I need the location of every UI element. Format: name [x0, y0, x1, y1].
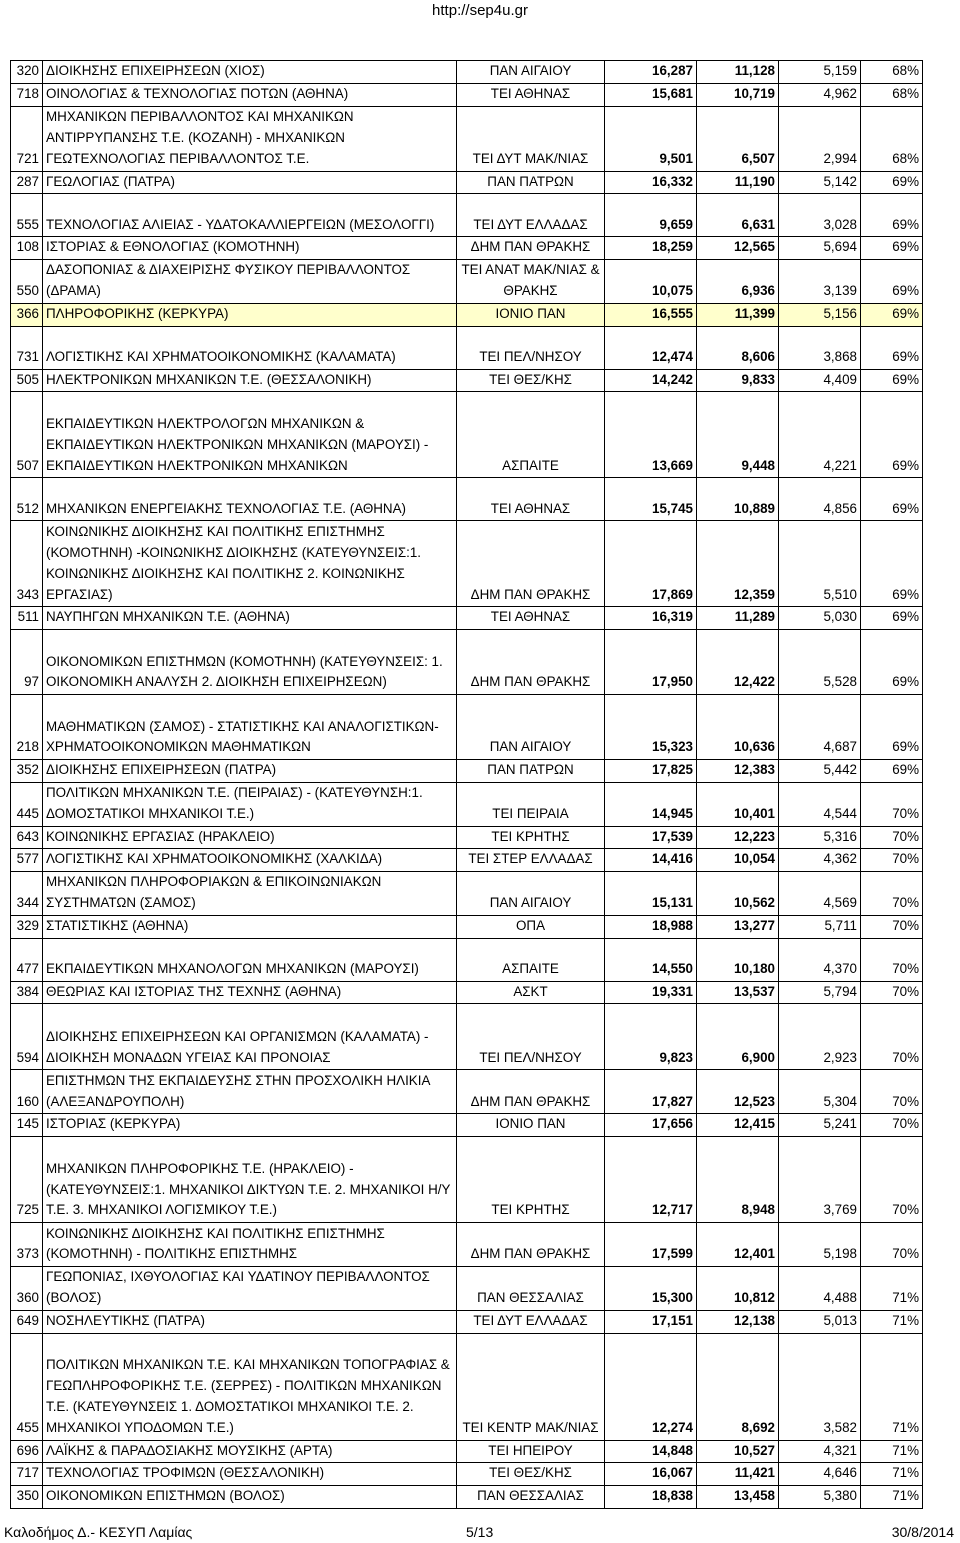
percent-cell: 71% — [861, 1310, 923, 1333]
table-row — [11, 1114, 923, 1137]
difference-cell: 3,868 — [779, 326, 861, 369]
table-row — [11, 303, 923, 326]
institution-cell: ΤΕΙ ΣΤΕΡ ΕΛΛΑΔΑΣ — [457, 849, 605, 872]
difference-cell: 4,409 — [779, 369, 861, 392]
dept-name-cell: ΣΤΑΤΙΣΤΙΚΗΣ (ΑΘΗΝΑ) — [43, 915, 457, 938]
percent-cell: 71% — [861, 1333, 923, 1440]
table-row — [11, 695, 923, 760]
table-row — [11, 630, 923, 695]
dept-name-cell: ΠΛΗΡΟΦΟΡΙΚΗΣ (ΚΕΡΚΥΡΑ) — [43, 303, 457, 326]
dept-code-cell: 445 — [11, 782, 43, 826]
dept-name-cell: ΔΙΟΙΚΗΣΗΣ ΕΠΙΧΕΙΡΗΣΕΩΝ ΚΑΙ ΟΡΓΑΝΙΣΜΩΝ (ΚΑΛΑΜΑΤΑ) - ΔΙΟΙΚΗΣΗ ΜΟΝΑΔΩΝ ΥΓΕΙΑΣ ΚΑΙ ΠΡΟΝΟΙΑΣ — [43, 1004, 457, 1070]
institution-cell: ΤΕΙ ΑΘΗΝΑΣ — [457, 478, 605, 521]
dept-name-cell: ΝΑΥΠΗΓΩΝ ΜΗΧΑΝΙΚΩΝ Τ.Ε. (ΑΘΗΝΑ) — [43, 607, 457, 630]
dept-code-cell: 343 — [11, 521, 43, 607]
base-cell: 6,900 — [697, 1004, 779, 1070]
institution-cell: ΟΠΑ — [457, 915, 605, 938]
institution-cell: ΙΟΝΙΟ ΠΑΝ — [457, 303, 605, 326]
table-row — [11, 260, 923, 304]
score-cell: 16,067 — [605, 1463, 697, 1486]
table-row — [11, 782, 923, 826]
dept-name-cell: ΗΛΕΚΤΡΟΝΙΚΩΝ ΜΗΧΑΝΙΚΩΝ Τ.Ε. (ΘΕΣΣΑΛΟΝΙΚΗ) — [43, 369, 457, 392]
percent-cell: 69% — [861, 326, 923, 369]
table-row — [11, 915, 923, 938]
percent-cell: 69% — [861, 478, 923, 521]
ranking-table — [10, 60, 923, 1509]
base-cell: 11,421 — [697, 1463, 779, 1486]
dept-name-cell: ΕΠΙΣΤΗΜΩΝ ΤΗΣ ΕΚΠΑΙΔΕΥΣΗΣ ΣΤΗΝ ΠΡΟΣΧΟΛΙΚΗ ΗΛΙΚΙΑ (ΑΛΕΞΑΝΔΡΟΥΠΟΛΗ) — [43, 1070, 457, 1114]
institution-cell: ΠΑΝ ΘΕΣΣΑΛΙΑΣ — [457, 1267, 605, 1311]
percent-cell: 69% — [861, 237, 923, 260]
score-cell: 17,656 — [605, 1114, 697, 1137]
base-cell: 6,507 — [697, 106, 779, 171]
score-cell: 13,669 — [605, 392, 697, 478]
institution-cell: ΙΟΝΙΟ ΠΑΝ — [457, 1114, 605, 1137]
score-cell: 14,550 — [605, 938, 697, 981]
dept-code-cell: 455 — [11, 1333, 43, 1440]
dept-name-cell: ΘΕΩΡΙΑΣ ΚΑΙ ΙΣΤΟΡΙΑΣ ΤΗΣ ΤΕΧΝΗΣ (ΑΘΗΝΑ) — [43, 981, 457, 1004]
score-cell: 15,681 — [605, 83, 697, 106]
institution-cell: ΤΕΙ ΘΕΣ/ΚΗΣ — [457, 369, 605, 392]
dept-name-cell: ΜΗΧΑΝΙΚΩΝ ΠΕΡΙΒΑΛΛΟΝΤΟΣ ΚΑΙ ΜΗΧΑΝΙΚΩΝ ΑΝΤΙΡΡΥΠΑΝΣΗΣ Τ.Ε. (ΚΟΖΑΝΗ) - ΜΗΧΑΝΙΚΩΝ ΓΕΩΤΕΧΝΟΛΟΓΙΑΣ ΠΕΡΙΒΑΛΛΟΝΤΟΣ Τ.Ε. — [43, 106, 457, 171]
difference-cell: 5,241 — [779, 1114, 861, 1137]
dept-code-cell: 594 — [11, 1004, 43, 1070]
difference-cell: 5,380 — [779, 1486, 861, 1509]
dept-code-cell: 725 — [11, 1137, 43, 1223]
score-cell: 9,659 — [605, 194, 697, 237]
percent-cell: 70% — [861, 1223, 923, 1267]
difference-cell: 2,994 — [779, 106, 861, 171]
institution-cell: ΤΕΙ ΚΕΝΤΡ ΜΑΚ/ΝΙΑΣ — [457, 1333, 605, 1440]
dept-name-cell: ΓΕΩΛΟΓΙΑΣ (ΠΑΤΡΑ) — [43, 171, 457, 194]
dept-code-cell: 108 — [11, 237, 43, 260]
difference-cell: 5,304 — [779, 1070, 861, 1114]
base-cell: 9,833 — [697, 369, 779, 392]
dept-code-cell: 350 — [11, 1486, 43, 1509]
institution-cell: ΔΗΜ ΠΑΝ ΘΡΑΚΗΣ — [457, 237, 605, 260]
percent-cell: 70% — [861, 1004, 923, 1070]
table-row — [11, 1137, 923, 1223]
table-row — [11, 392, 923, 478]
difference-cell: 5,316 — [779, 826, 861, 849]
score-cell: 19,331 — [605, 981, 697, 1004]
percent-cell: 71% — [861, 1463, 923, 1486]
score-cell: 14,848 — [605, 1440, 697, 1463]
score-cell: 17,825 — [605, 760, 697, 783]
dept-code-cell: 360 — [11, 1267, 43, 1311]
table-row — [11, 849, 923, 872]
percent-cell: 70% — [861, 826, 923, 849]
institution-cell: ΤΕΙ ΑΘΗΝΑΣ — [457, 83, 605, 106]
difference-cell: 4,321 — [779, 1440, 861, 1463]
base-cell: 12,422 — [697, 630, 779, 695]
table-row — [11, 83, 923, 106]
dept-code-cell: 477 — [11, 938, 43, 981]
dept-name-cell: ΜΑΘΗΜΑΤΙΚΩΝ (ΣΑΜΟΣ) - ΣΤΑΤΙΣΤΙΚΗΣ ΚΑΙ ΑΝΑΛΟΓΙΣΤΙΚΩΝ-ΧΡΗΜΑΤΟΟΙΚΟΝΟΜΙΚΩΝ ΜΑΘΗΜΑΤΙΚΩΝ — [43, 695, 457, 760]
percent-cell: 69% — [861, 521, 923, 607]
dept-code-cell: 160 — [11, 1070, 43, 1114]
dept-name-cell: ΛΑΪΚΗΣ & ΠΑΡΑΔΟΣΙΑΚΗΣ ΜΟΥΣΙΚΗΣ (ΑΡΤΑ) — [43, 1440, 457, 1463]
base-cell: 12,523 — [697, 1070, 779, 1114]
difference-cell: 3,139 — [779, 260, 861, 304]
dept-code-cell: 512 — [11, 478, 43, 521]
percent-cell: 70% — [861, 1114, 923, 1137]
dept-code-cell: 344 — [11, 872, 43, 916]
dept-name-cell: ΙΣΤΟΡΙΑΣ (ΚΕΡΚΥΡΑ) — [43, 1114, 457, 1137]
difference-cell: 5,030 — [779, 607, 861, 630]
difference-cell: 2,923 — [779, 1004, 861, 1070]
dept-code-cell: 507 — [11, 392, 43, 478]
institution-cell: ΑΣΠΑΙΤΕ — [457, 938, 605, 981]
table-row — [11, 872, 923, 916]
percent-cell: 68% — [861, 83, 923, 106]
difference-cell: 4,687 — [779, 695, 861, 760]
difference-cell: 4,488 — [779, 1267, 861, 1311]
dept-code-cell: 97 — [11, 630, 43, 695]
table-row — [11, 237, 923, 260]
score-cell: 16,555 — [605, 303, 697, 326]
base-cell: 6,936 — [697, 260, 779, 304]
institution-cell: ΤΕΙ ΠΕΛ/ΝΗΣΟΥ — [457, 1004, 605, 1070]
percent-cell: 68% — [861, 106, 923, 171]
table-row — [11, 1486, 923, 1509]
base-cell: 10,889 — [697, 478, 779, 521]
difference-cell: 5,794 — [779, 981, 861, 1004]
institution-cell: ΤΕΙ ΠΕΙΡΑΙΑ — [457, 782, 605, 826]
base-cell: 13,277 — [697, 915, 779, 938]
footer-page-number: 5/13 — [466, 1524, 494, 1540]
dept-name-cell: ΟΙΚΟΝΟΜΙΚΩΝ ΕΠΙΣΤΗΜΩΝ (ΚΟΜΟΤΗΝΗ) (ΚΑΤΕΥΘΥΝΣΕΙΣ: 1. ΟΙΚΟΝΟΜΙΚΗ ΑΝΑΛΥΣΗ 2. ΔΙΟΙΚΗΣΗ ΕΠΙΧΕΙΡΗΣΕΩΝ) — [43, 630, 457, 695]
percent-cell: 70% — [861, 849, 923, 872]
table-row — [11, 1070, 923, 1114]
base-cell: 10,562 — [697, 872, 779, 916]
score-cell: 9,501 — [605, 106, 697, 171]
percent-cell: 70% — [861, 915, 923, 938]
score-cell: 14,242 — [605, 369, 697, 392]
score-cell: 16,332 — [605, 171, 697, 194]
score-cell: 14,945 — [605, 782, 697, 826]
institution-cell: ΠΑΝ ΑΙΓΑΙΟΥ — [457, 61, 605, 84]
footer-author: Καλοδήμος Δ.- ΚΕΣΥΠ Λαμίας — [4, 1524, 193, 1540]
base-cell: 6,631 — [697, 194, 779, 237]
percent-cell: 70% — [861, 782, 923, 826]
score-cell: 10,075 — [605, 260, 697, 304]
base-cell: 11,399 — [697, 303, 779, 326]
institution-cell: ΔΗΜ ΠΑΝ ΘΡΑΚΗΣ — [457, 630, 605, 695]
score-cell: 17,950 — [605, 630, 697, 695]
difference-cell: 3,769 — [779, 1137, 861, 1223]
difference-cell: 4,962 — [779, 83, 861, 106]
dept-code-cell: 643 — [11, 826, 43, 849]
institution-cell: ΤΕΙ ΘΕΣ/ΚΗΣ — [457, 1463, 605, 1486]
difference-cell: 5,510 — [779, 521, 861, 607]
percent-cell: 70% — [861, 1070, 923, 1114]
table-row — [11, 1440, 923, 1463]
dept-name-cell: ΚΟΙΝΩΝΙΚΗΣ ΔΙΟΙΚΗΣΗΣ ΚΑΙ ΠΟΛΙΤΙΚΗΣ ΕΠΙΣΤΗΜΗΣ (ΚΟΜΟΤΗΝΗ) -ΚΟΙΝΩΝΙΚΗΣ ΔΙΟΙΚΗΣΗΣ (ΚΑΤΕΥΘΥΝΣΕΙΣ:1. ΚΟΙΝΩΝΙΚΗΣ ΔΙΟΙΚΗΣΗΣ ΚΑΙ ΠΟΛΙΤΙΚΗΣ 2. ΚΟΙΝΩΝΙΚΗΣ ΕΡΓΑΣΙΑΣ) — [43, 521, 457, 607]
institution-cell: ΑΣΠΑΙΤΕ — [457, 392, 605, 478]
percent-cell: 69% — [861, 369, 923, 392]
dept-code-cell: 717 — [11, 1463, 43, 1486]
dept-code-cell: 352 — [11, 760, 43, 783]
dept-name-cell: ΜΗΧΑΝΙΚΩΝ ΠΛΗΡΟΦΟΡΙΑΚΩΝ & ΕΠΙΚΟΙΝΩΝΙΑΚΩΝ ΣΥΣΤΗΜΑΤΩΝ (ΣΑΜΟΣ) — [43, 872, 457, 916]
dept-name-cell: ΔΑΣΟΠΟΝΙΑΣ & ΔΙΑΧΕΙΡΙΣΗΣ ΦΥΣΙΚΟΥ ΠΕΡΙΒΑΛΛΟΝΤΟΣ (ΔΡΑΜΑ) — [43, 260, 457, 304]
base-cell: 8,948 — [697, 1137, 779, 1223]
institution-cell: ΤΕΙ ΔΥΤ ΜΑΚ/ΝΙΑΣ — [457, 106, 605, 171]
percent-cell: 69% — [861, 607, 923, 630]
dept-code-cell: 145 — [11, 1114, 43, 1137]
dept-code-cell: 373 — [11, 1223, 43, 1267]
base-cell: 10,719 — [697, 83, 779, 106]
table-row — [11, 826, 923, 849]
percent-cell: 69% — [861, 171, 923, 194]
dept-name-cell: ΓΕΩΠΟΝΙΑΣ, ΙΧΘΥΟΛΟΓΙΑΣ ΚΑΙ ΥΔΑΤΙΝΟΥ ΠΕΡΙΒΑΛΛΟΝΤΟΣ (ΒΟΛΟΣ) — [43, 1267, 457, 1311]
base-cell: 10,180 — [697, 938, 779, 981]
table-row — [11, 106, 923, 171]
difference-cell: 5,142 — [779, 171, 861, 194]
table-row — [11, 521, 923, 607]
difference-cell: 5,198 — [779, 1223, 861, 1267]
dept-code-cell: 555 — [11, 194, 43, 237]
table-row — [11, 938, 923, 981]
table-row — [11, 760, 923, 783]
base-cell: 10,054 — [697, 849, 779, 872]
difference-cell: 5,159 — [779, 61, 861, 84]
base-cell: 12,223 — [697, 826, 779, 849]
institution-cell: ΔΗΜ ΠΑΝ ΘΡΑΚΗΣ — [457, 1223, 605, 1267]
score-cell: 18,838 — [605, 1486, 697, 1509]
base-cell: 10,401 — [697, 782, 779, 826]
dept-name-cell: ΠΟΛΙΤΙΚΩΝ ΜΗΧΑΝΙΚΩΝ Τ.Ε. ΚΑΙ ΜΗΧΑΝΙΚΩΝ ΤΟΠΟΓΡΑΦΙΑΣ & ΓΕΩΠΛΗΡΟΦΟΡΙΚΗΣ Τ.Ε. (ΣΕΡΡΕΣ) - ΠΟΛΙΤΙΚΩΝ ΜΗΧΑΝΙΚΩΝ Τ.Ε. (ΚΑΤΕΥΘΥΝΣΕΙΣ 1. ΔΟΜΟΣΤΑΤΙΚΟΙ ΜΗΧΑΝΙΚΟΙ Τ.Ε. 2. ΜΗΧΑΝΙΚΟΙ ΥΠΟΔΟΜΩΝ Τ.Ε.) — [43, 1333, 457, 1440]
base-cell: 12,415 — [697, 1114, 779, 1137]
base-cell: 12,138 — [697, 1310, 779, 1333]
table-row — [11, 326, 923, 369]
score-cell: 15,131 — [605, 872, 697, 916]
score-cell: 18,988 — [605, 915, 697, 938]
dept-name-cell: ΜΗΧΑΝΙΚΩΝ ΠΛΗΡΟΦΟΡΙΚΗΣ Τ.Ε. (ΗΡΑΚΛΕΙΟ) - (ΚΑΤΕΥΘΥΝΣΕΙΣ:1. ΜΗΧΑΝΙΚΟΙ ΔΙΚΤΥΩΝ Τ.Ε. 2. ΜΗΧΑΝΙΚΟΙ Η/Υ Τ.Ε. 3. ΜΗΧΑΝΙΚΟΙ ΛΟΓΙΣΜΙΚΟΥ Τ.Ε.) — [43, 1137, 457, 1223]
dept-name-cell: ΛΟΓΙΣΤΙΚΗΣ ΚΑΙ ΧΡΗΜΑΤΟΟΙΚΟΝΟΜΙΚΗΣ (ΚΑΛΑΜΑΤΑ) — [43, 326, 457, 369]
difference-cell: 5,442 — [779, 760, 861, 783]
page-footer — [4, 1522, 954, 1542]
base-cell: 8,606 — [697, 326, 779, 369]
base-cell: 12,565 — [697, 237, 779, 260]
score-cell: 17,599 — [605, 1223, 697, 1267]
score-cell: 15,300 — [605, 1267, 697, 1311]
percent-cell: 70% — [861, 938, 923, 981]
institution-cell: ΠΑΝ ΠΑΤΡΩΝ — [457, 171, 605, 194]
percent-cell: 69% — [861, 392, 923, 478]
difference-cell: 4,370 — [779, 938, 861, 981]
base-cell: 12,359 — [697, 521, 779, 607]
dept-code-cell: 505 — [11, 369, 43, 392]
institution-cell: ΠΑΝ ΑΙΓΑΙΟΥ — [457, 872, 605, 916]
percent-cell: 70% — [861, 872, 923, 916]
score-cell: 14,416 — [605, 849, 697, 872]
dept-name-cell: ΕΚΠΑΙΔΕΥΤΙΚΩΝ ΜΗΧΑΝΟΛΟΓΩΝ ΜΗΧΑΝΙΚΩΝ (ΜΑΡΟΥΣΙ) — [43, 938, 457, 981]
score-cell: 12,717 — [605, 1137, 697, 1223]
table-row — [11, 1223, 923, 1267]
dept-name-cell: ΕΚΠΑΙΔΕΥΤΙΚΩΝ ΗΛΕΚΤΡΟΛΟΓΩΝ ΜΗΧΑΝΙΚΩΝ & ΕΚΠΑΙΔΕΥΤΙΚΩΝ ΗΛΕΚΤΡΟΝΙΚΩΝ ΜΗΧΑΝΙΚΩΝ (ΜΑΡΟΥΣΙ) - ΕΚΠΑΙΔΕΥΤΙΚΩΝ ΗΛΕΚΤΡΟΝΙΚΩΝ ΜΗΧΑΝΙΚΩΝ — [43, 392, 457, 478]
dept-code-cell: 218 — [11, 695, 43, 760]
percent-cell: 69% — [861, 260, 923, 304]
score-cell: 15,745 — [605, 478, 697, 521]
percent-cell: 69% — [861, 760, 923, 783]
dept-name-cell: ΔΙΟΙΚΗΣΗΣ ΕΠΙΧΕΙΡΗΣΕΩΝ (ΧΙΟΣ) — [43, 61, 457, 84]
score-cell: 9,823 — [605, 1004, 697, 1070]
footer-date: 30/8/2014 — [891, 1524, 954, 1540]
institution-cell: ΠΑΝ ΘΕΣΣΑΛΙΑΣ — [457, 1486, 605, 1509]
dept-name-cell: ΜΗΧΑΝΙΚΩΝ ΕΝΕΡΓΕΙΑΚΗΣ ΤΕΧΝΟΛΟΓΙΑΣ Τ.Ε. (ΑΘΗΝΑ) — [43, 478, 457, 521]
score-cell: 17,539 — [605, 826, 697, 849]
dept-name-cell: ΔΙΟΙΚΗΣΗΣ ΕΠΙΧΕΙΡΗΣΕΩΝ (ΠΑΤΡΑ) — [43, 760, 457, 783]
dept-name-cell: ΙΣΤΟΡΙΑΣ & ΕΘΝΟΛΟΓΙΑΣ (ΚΟΜΟΤΗΝΗ) — [43, 237, 457, 260]
dept-code-cell: 721 — [11, 106, 43, 171]
institution-cell: ΤΕΙ ΑΝΑΤ ΜΑΚ/ΝΙΑΣ & ΘΡΑΚΗΣ — [457, 260, 605, 304]
percent-cell: 69% — [861, 695, 923, 760]
institution-cell: ΤΕΙ ΚΡΗΤΗΣ — [457, 826, 605, 849]
dept-name-cell: ΚΟΙΝΩΝΙΚΗΣ ΕΡΓΑΣΙΑΣ (ΗΡΑΚΛΕΙΟ) — [43, 826, 457, 849]
institution-cell: ΤΕΙ ΚΡΗΤΗΣ — [457, 1137, 605, 1223]
difference-cell: 4,362 — [779, 849, 861, 872]
percent-cell: 71% — [861, 1486, 923, 1509]
dept-name-cell: ΚΟΙΝΩΝΙΚΗΣ ΔΙΟΙΚΗΣΗΣ ΚΑΙ ΠΟΛΙΤΙΚΗΣ ΕΠΙΣΤΗΜΗΣ (ΚΟΜΟΤΗΝΗ) - ΠΟΛΙΤΙΚΗΣ ΕΠΙΣΤΗΜΗΣ — [43, 1223, 457, 1267]
table-row — [11, 369, 923, 392]
score-cell: 17,827 — [605, 1070, 697, 1114]
table-row — [11, 171, 923, 194]
base-cell: 11,128 — [697, 61, 779, 84]
base-cell: 10,636 — [697, 695, 779, 760]
table-row — [11, 981, 923, 1004]
table-row — [11, 1310, 923, 1333]
table-row — [11, 1333, 923, 1440]
percent-cell: 69% — [861, 303, 923, 326]
base-cell: 12,401 — [697, 1223, 779, 1267]
table-row — [11, 1463, 923, 1486]
institution-cell: ΔΗΜ ΠΑΝ ΘΡΑΚΗΣ — [457, 1070, 605, 1114]
difference-cell: 4,646 — [779, 1463, 861, 1486]
percent-cell: 70% — [861, 981, 923, 1004]
difference-cell: 4,856 — [779, 478, 861, 521]
score-cell: 15,323 — [605, 695, 697, 760]
percent-cell: 69% — [861, 630, 923, 695]
percent-cell: 71% — [861, 1267, 923, 1311]
percent-cell: 71% — [861, 1440, 923, 1463]
base-cell: 10,527 — [697, 1440, 779, 1463]
dept-code-cell: 366 — [11, 303, 43, 326]
difference-cell: 3,582 — [779, 1333, 861, 1440]
base-cell: 11,190 — [697, 171, 779, 194]
institution-cell: ΤΕΙ ΑΘΗΝΑΣ — [457, 607, 605, 630]
difference-cell: 5,156 — [779, 303, 861, 326]
dept-name-cell: ΤΕΧΝΟΛΟΓΙΑΣ ΑΛΙΕΙΑΣ - ΥΔΑΤΟΚΑΛΛΙΕΡΓΕΙΩΝ (ΜΕΣΟΛΟΓΓΙ) — [43, 194, 457, 237]
table-row — [11, 1267, 923, 1311]
difference-cell: 4,221 — [779, 392, 861, 478]
score-cell: 18,259 — [605, 237, 697, 260]
institution-cell: ΤΕΙ ΔΥΤ ΕΛΛΑΔΑΣ — [457, 194, 605, 237]
difference-cell: 5,694 — [779, 237, 861, 260]
institution-cell: ΤΕΙ ΗΠΕΙΡΟΥ — [457, 1440, 605, 1463]
dept-code-cell: 649 — [11, 1310, 43, 1333]
difference-cell: 4,544 — [779, 782, 861, 826]
base-cell: 8,692 — [697, 1333, 779, 1440]
score-cell: 12,274 — [605, 1333, 697, 1440]
difference-cell: 3,028 — [779, 194, 861, 237]
score-cell: 16,319 — [605, 607, 697, 630]
score-cell: 16,287 — [605, 61, 697, 84]
table-row — [11, 194, 923, 237]
table-row — [11, 1004, 923, 1070]
base-cell: 13,458 — [697, 1486, 779, 1509]
dept-code-cell: 577 — [11, 849, 43, 872]
dept-code-cell: 329 — [11, 915, 43, 938]
difference-cell: 5,711 — [779, 915, 861, 938]
dept-code-cell: 718 — [11, 83, 43, 106]
score-cell: 12,474 — [605, 326, 697, 369]
institution-cell: ΠΑΝ ΠΑΤΡΩΝ — [457, 760, 605, 783]
dept-code-cell: 550 — [11, 260, 43, 304]
difference-cell: 4,569 — [779, 872, 861, 916]
base-cell: 9,448 — [697, 392, 779, 478]
dept-name-cell: ΛΟΓΙΣΤΙΚΗΣ ΚΑΙ ΧΡΗΜΑΤΟΟΙΚΟΝΟΜΙΚΗΣ (ΧΑΛΚΙΔΑ) — [43, 849, 457, 872]
percent-cell: 69% — [861, 194, 923, 237]
institution-cell: ΑΣΚΤ — [457, 981, 605, 1004]
score-cell: 17,151 — [605, 1310, 697, 1333]
institution-cell: ΔΗΜ ΠΑΝ ΘΡΑΚΗΣ — [457, 521, 605, 607]
dept-code-cell: 384 — [11, 981, 43, 1004]
dept-name-cell: ΟΙΚΟΝΟΜΙΚΩΝ ΕΠΙΣΤΗΜΩΝ (ΒΟΛΟΣ) — [43, 1486, 457, 1509]
source-url[interactable]: http://sep4u.gr — [432, 2, 528, 19]
institution-cell: ΤΕΙ ΔΥΤ ΕΛΛΑΔΑΣ — [457, 1310, 605, 1333]
dept-code-cell: 511 — [11, 607, 43, 630]
base-cell: 10,812 — [697, 1267, 779, 1311]
dept-code-cell: 320 — [11, 61, 43, 84]
table-row — [11, 478, 923, 521]
dept-code-cell: 287 — [11, 171, 43, 194]
table-row — [11, 607, 923, 630]
dept-name-cell: ΟΙΝΟΛΟΓΙΑΣ & ΤΕΧΝΟΛΟΓΙΑΣ ΠΟΤΩΝ (ΑΘΗΝΑ) — [43, 83, 457, 106]
institution-cell: ΠΑΝ ΑΙΓΑΙΟΥ — [457, 695, 605, 760]
dept-code-cell: 731 — [11, 326, 43, 369]
percent-cell: 68% — [861, 61, 923, 84]
score-cell: 17,869 — [605, 521, 697, 607]
table-row — [11, 61, 923, 84]
difference-cell: 5,013 — [779, 1310, 861, 1333]
dept-name-cell: ΤΕΧΝΟΛΟΓΙΑΣ ΤΡΟΦΙΜΩΝ (ΘΕΣΣΑΛΟΝΙΚΗ) — [43, 1463, 457, 1486]
percent-cell: 70% — [861, 1137, 923, 1223]
difference-cell: 5,528 — [779, 630, 861, 695]
dept-name-cell: ΠΟΛΙΤΙΚΩΝ ΜΗΧΑΝΙΚΩΝ Τ.Ε. (ΠΕΙΡΑΙΑΣ) - (ΚΑΤΕΥΘΥΝΣΗ:1. ΔΟΜΟΣΤΑΤΙΚΟΙ ΜΗΧΑΝΙΚΟΙ Τ.Ε.) — [43, 782, 457, 826]
base-cell: 11,289 — [697, 607, 779, 630]
dept-code-cell: 696 — [11, 1440, 43, 1463]
base-cell: 12,383 — [697, 760, 779, 783]
dept-name-cell: ΝΟΣΗΛΕΥΤΙΚΗΣ (ΠΑΤΡΑ) — [43, 1310, 457, 1333]
base-cell: 13,537 — [697, 981, 779, 1004]
institution-cell: ΤΕΙ ΠΕΛ/ΝΗΣΟΥ — [457, 326, 605, 369]
